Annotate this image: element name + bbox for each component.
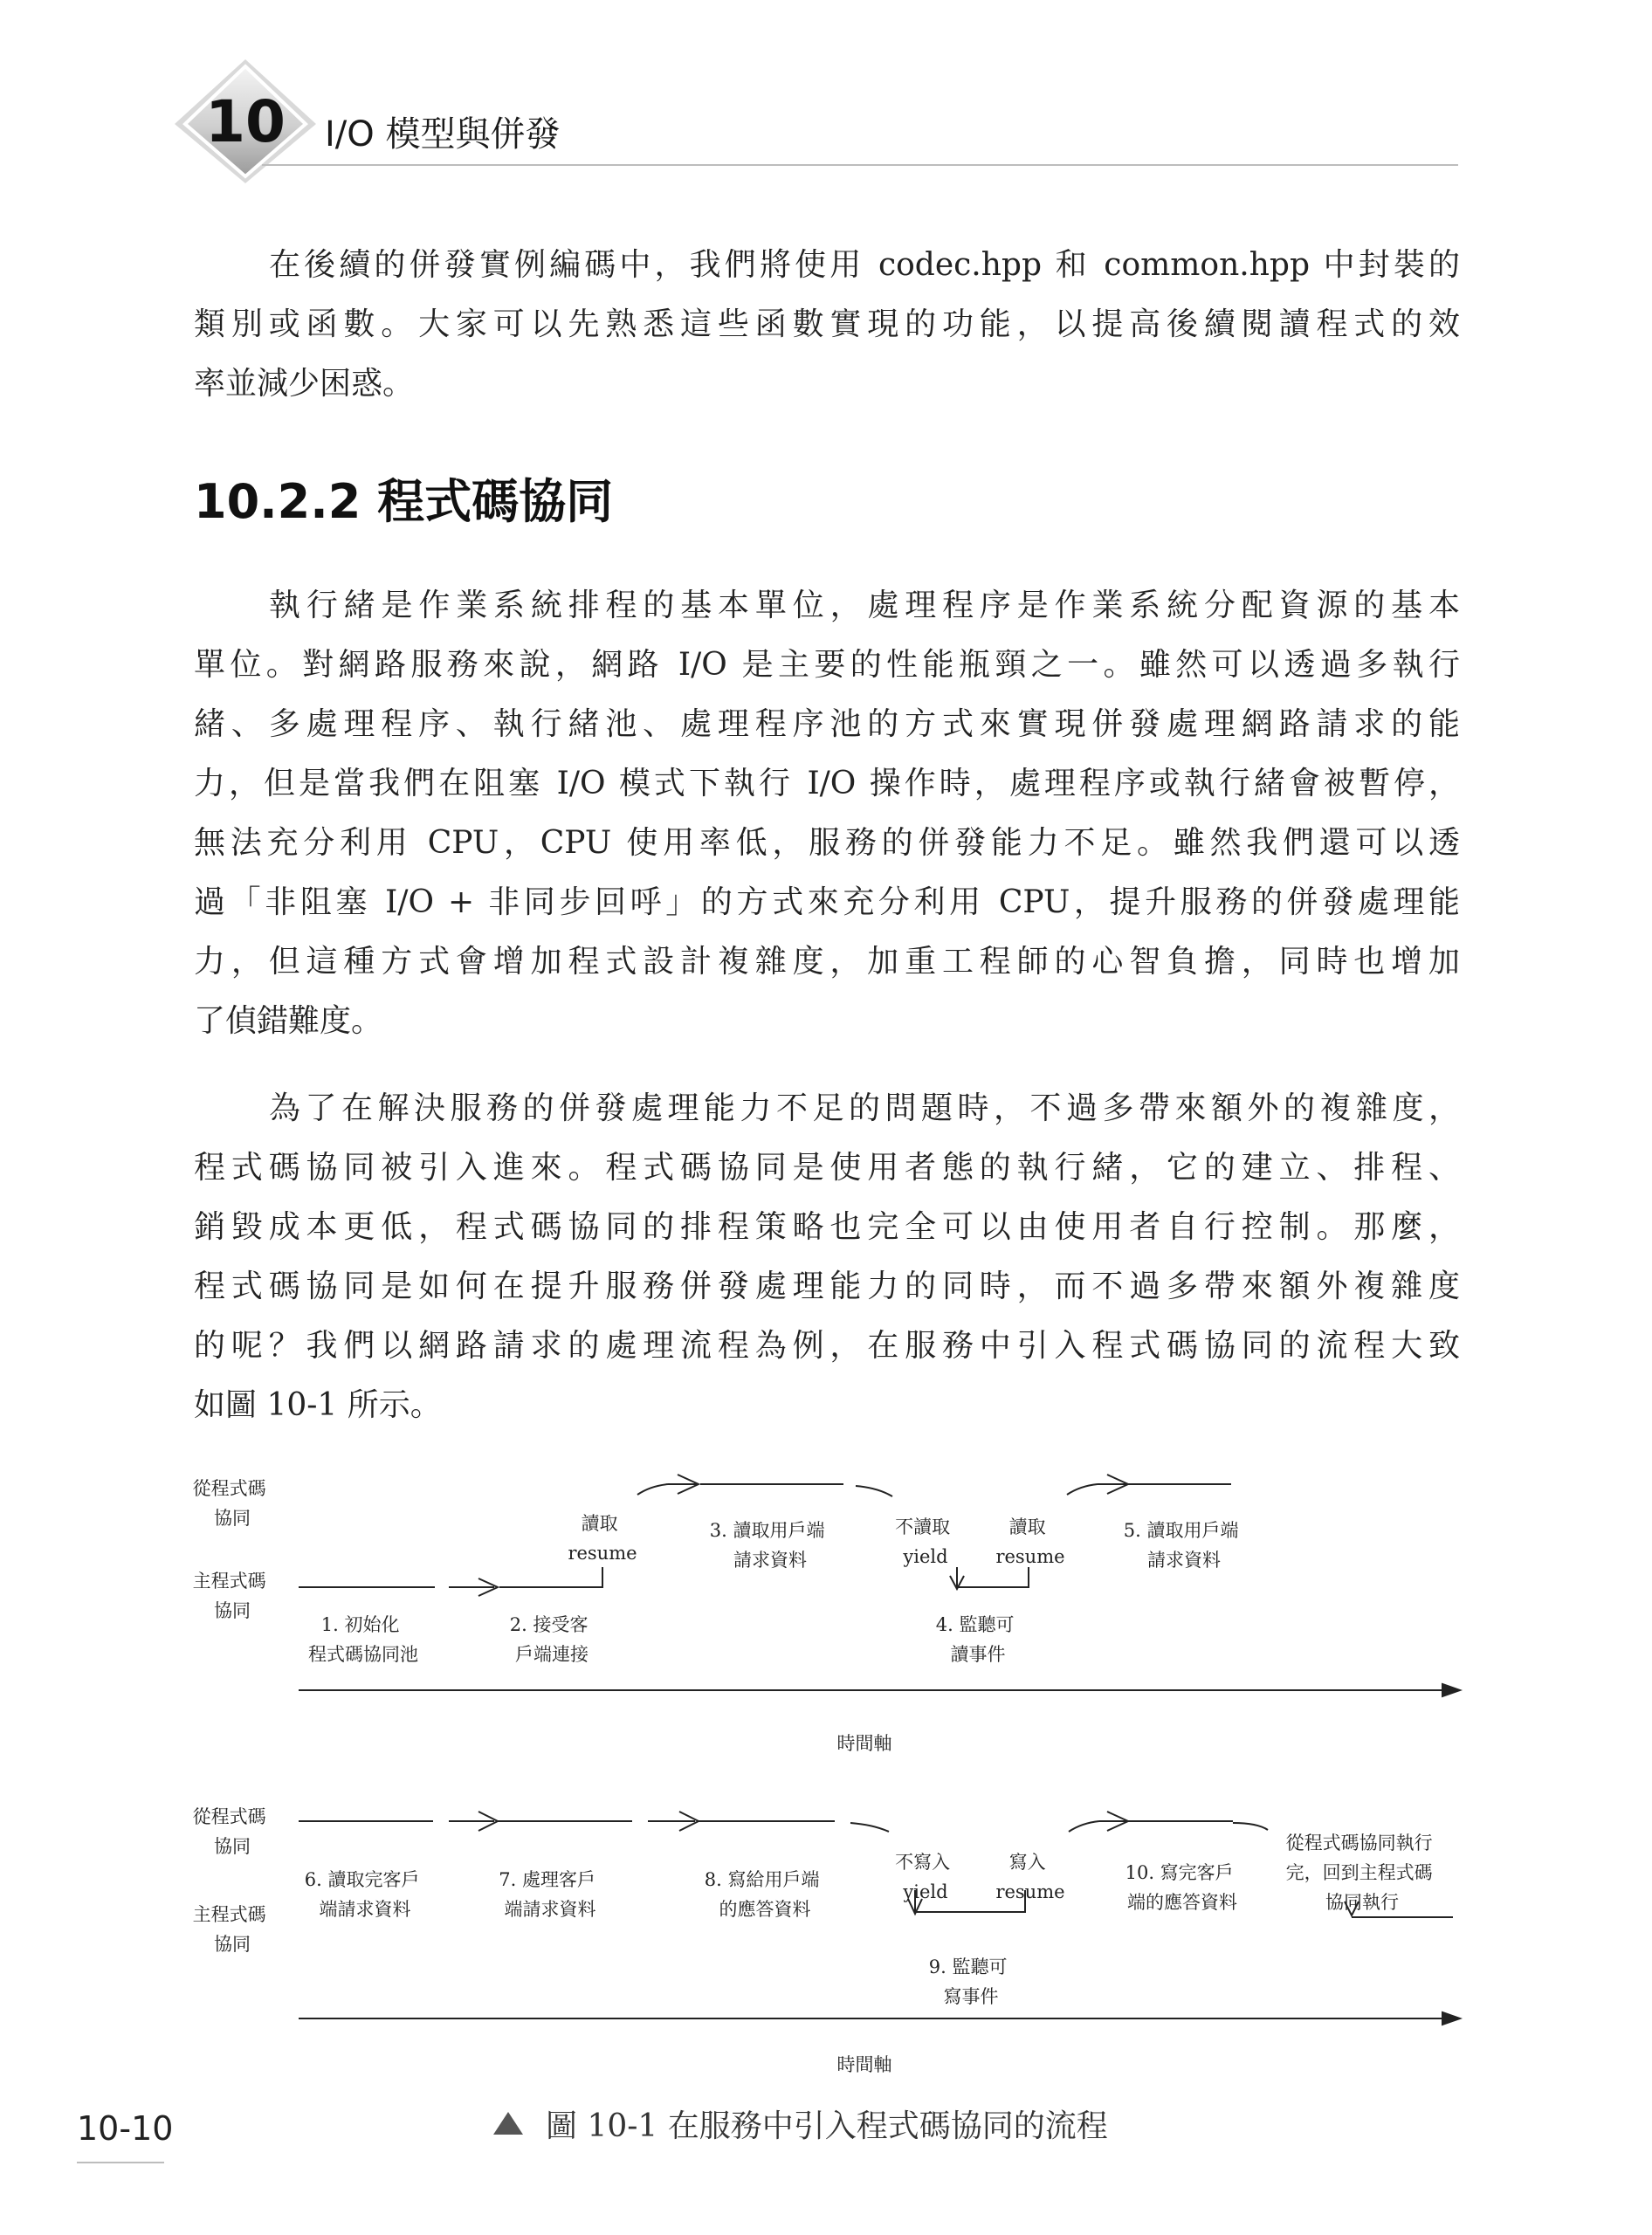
not-write-yield-label: 不寫入 yield bbox=[895, 1852, 951, 1902]
arrow-to-step7 bbox=[449, 1812, 498, 1831]
step7-label: 7. 處理客戶 端請求資料 bbox=[499, 1869, 596, 1920]
section-heading: 10.2.2 程式碼協同 bbox=[194, 474, 614, 529]
finish-note: 從程式碼協同執行 完，回到主程式碼 協同執行 bbox=[1285, 1833, 1433, 1913]
text-line: 程式碼協同被引入進來。程式碼協同是使用者態的執行緒，它的建立、排程、 bbox=[194, 1150, 1460, 1186]
lane-label-slave: 從程式碼 協同 bbox=[192, 1806, 266, 1857]
step4-label: 4. 監聽可 讀事件 bbox=[935, 1614, 1015, 1665]
step2-label: 2. 接受客 戶端連接 bbox=[509, 1614, 589, 1665]
figure-caption-text: 圖 10-1 在服務中引入程式碼協同的流程 bbox=[546, 2108, 1108, 2144]
step9-label: 9. 監聽可 寫事件 bbox=[928, 1956, 1008, 2007]
text-line: 為了在解決服務的併發處理能力不足的問題時，不過多帶來額外的複雜度， bbox=[269, 1090, 1460, 1126]
read-resume-label: 讀取 resume bbox=[995, 1516, 1065, 1567]
write-resume-label: 寫入 resume bbox=[995, 1852, 1065, 1902]
arrow-to-step3 bbox=[668, 1475, 699, 1494]
text-line: 率並減少困惑。 bbox=[194, 366, 415, 402]
figure-caption bbox=[493, 2101, 1108, 2146]
time-axis-label: 時間軸 bbox=[836, 1733, 892, 1754]
text-line: 緒、多處理程序、執行緒池、處理程序池的方式來實現併發處理網路請求的能 bbox=[194, 706, 1460, 742]
text-line: 了偵錯難度。 bbox=[194, 1003, 383, 1039]
lane-label-main: 主程式碼 協同 bbox=[192, 1904, 266, 1955]
time-axis-label: 時間軸 bbox=[836, 2054, 892, 2075]
header-divider bbox=[262, 164, 1458, 166]
text-line: 單位。對網路服務來說，網路 I/O 是主要的性能瓶頸之一。雖然可以透過多執行 bbox=[194, 647, 1460, 683]
arrow-to-step2 bbox=[449, 1578, 498, 1596]
caption-triangle-icon bbox=[493, 2112, 523, 2135]
page-number: 10-10 bbox=[77, 2109, 174, 2148]
text-line: 執行緒是作業系統排程的基本單位，處理程序是作業系統分配資源的基本 bbox=[269, 588, 1460, 623]
intro-paragraph bbox=[194, 236, 1460, 414]
step9-bracket bbox=[915, 1890, 1025, 1912]
return-main-arrow bbox=[1345, 1901, 1359, 1915]
arrow-to-step5 bbox=[1098, 1475, 1128, 1494]
lane-label-slave: 從程式碼 協同 bbox=[192, 1478, 266, 1529]
text-line: 類別或函數。大家可以先熟悉這些函數實現的功能，以提高後續閱讀程式的效 bbox=[194, 306, 1460, 342]
step5-label: 5. 讀取用戶端 請求資料 bbox=[1123, 1520, 1239, 1571]
text-line: 銷毀成本更低，程式碼協同的排程策略也完全可以由使用者自行控制。那麼， bbox=[194, 1209, 1460, 1245]
step6-label: 6. 讀取完客戶 端請求資料 bbox=[304, 1869, 420, 1920]
step2-bar bbox=[499, 1567, 602, 1587]
lane-label-main: 主程式碼 協同 bbox=[192, 1571, 266, 1621]
step10-label: 10. 寫完客戶 端的應答資料 bbox=[1125, 1862, 1237, 1913]
switch-up-3 bbox=[1069, 1821, 1099, 1832]
text-line: 程式碼協同是如何在提升服務併發處理能力的同時，而不過多帶來額外複雜度 bbox=[194, 1269, 1460, 1304]
read-resume-label: 讀取 resume bbox=[568, 1513, 637, 1564]
yield-down-2 bbox=[850, 1823, 889, 1832]
body-paragraph-1 bbox=[194, 576, 1460, 1051]
text-line: 力，但是當我們在阻塞 I/O 模式下執行 I/O 操作時，處理程序或執行緒會被暫停， bbox=[194, 766, 1460, 801]
step4-arrow-head bbox=[950, 1576, 964, 1589]
chapter-title: I/O 模型與併發 bbox=[325, 114, 561, 155]
switch-up-1 bbox=[637, 1484, 668, 1495]
text-line: 的呢？我們以網路請求的處理流程為例，在服務中引入程式碼協同的流程大致 bbox=[194, 1328, 1460, 1364]
chapter-badge bbox=[171, 56, 320, 187]
time-axis-arrow bbox=[1442, 2012, 1460, 2025]
step4-bracket bbox=[957, 1567, 1029, 1587]
return-down bbox=[1233, 1823, 1268, 1830]
switch-up-2 bbox=[1067, 1484, 1098, 1495]
text-line: 在後續的併發實例編碼中，我們將使用 codec.hpp 和 common.hpp 中封裝的 bbox=[269, 247, 1460, 283]
text-line: 如圖 10-1 所示。 bbox=[194, 1387, 442, 1423]
step9-arrow-head bbox=[908, 1899, 922, 1914]
text-line: 力，但這種方式會增加程式設計複雜度，加重工程師的心智負擔，同時也增加 bbox=[194, 944, 1460, 980]
yield-down-1 bbox=[856, 1486, 892, 1496]
not-read-yield-label: 不讀取 yield bbox=[895, 1516, 951, 1567]
body-paragraph-2 bbox=[194, 1079, 1460, 1435]
arrow-to-step10 bbox=[1099, 1812, 1128, 1831]
step8-label: 8. 寫給用戶端 的應答資料 bbox=[704, 1869, 820, 1920]
text-line: 過「非阻塞 I/O + 非同步回呼」的方式來充分利用 CPU，提升服務的併發處理能 bbox=[194, 884, 1460, 920]
time-axis-arrow bbox=[1442, 1684, 1460, 1696]
arrow-to-step8 bbox=[648, 1812, 699, 1831]
footer-divider bbox=[77, 2162, 164, 2163]
chapter-number: 10 bbox=[205, 88, 286, 155]
step3-label: 3. 讀取用戶端 請求資料 bbox=[709, 1520, 825, 1571]
step1-label: 1. 初始化 程式碼協同池 bbox=[308, 1614, 418, 1665]
text-line: 無法充分利用 CPU，CPU 使用率低，服務的併發能力不足。雖然我們還可以透 bbox=[194, 825, 1460, 861]
